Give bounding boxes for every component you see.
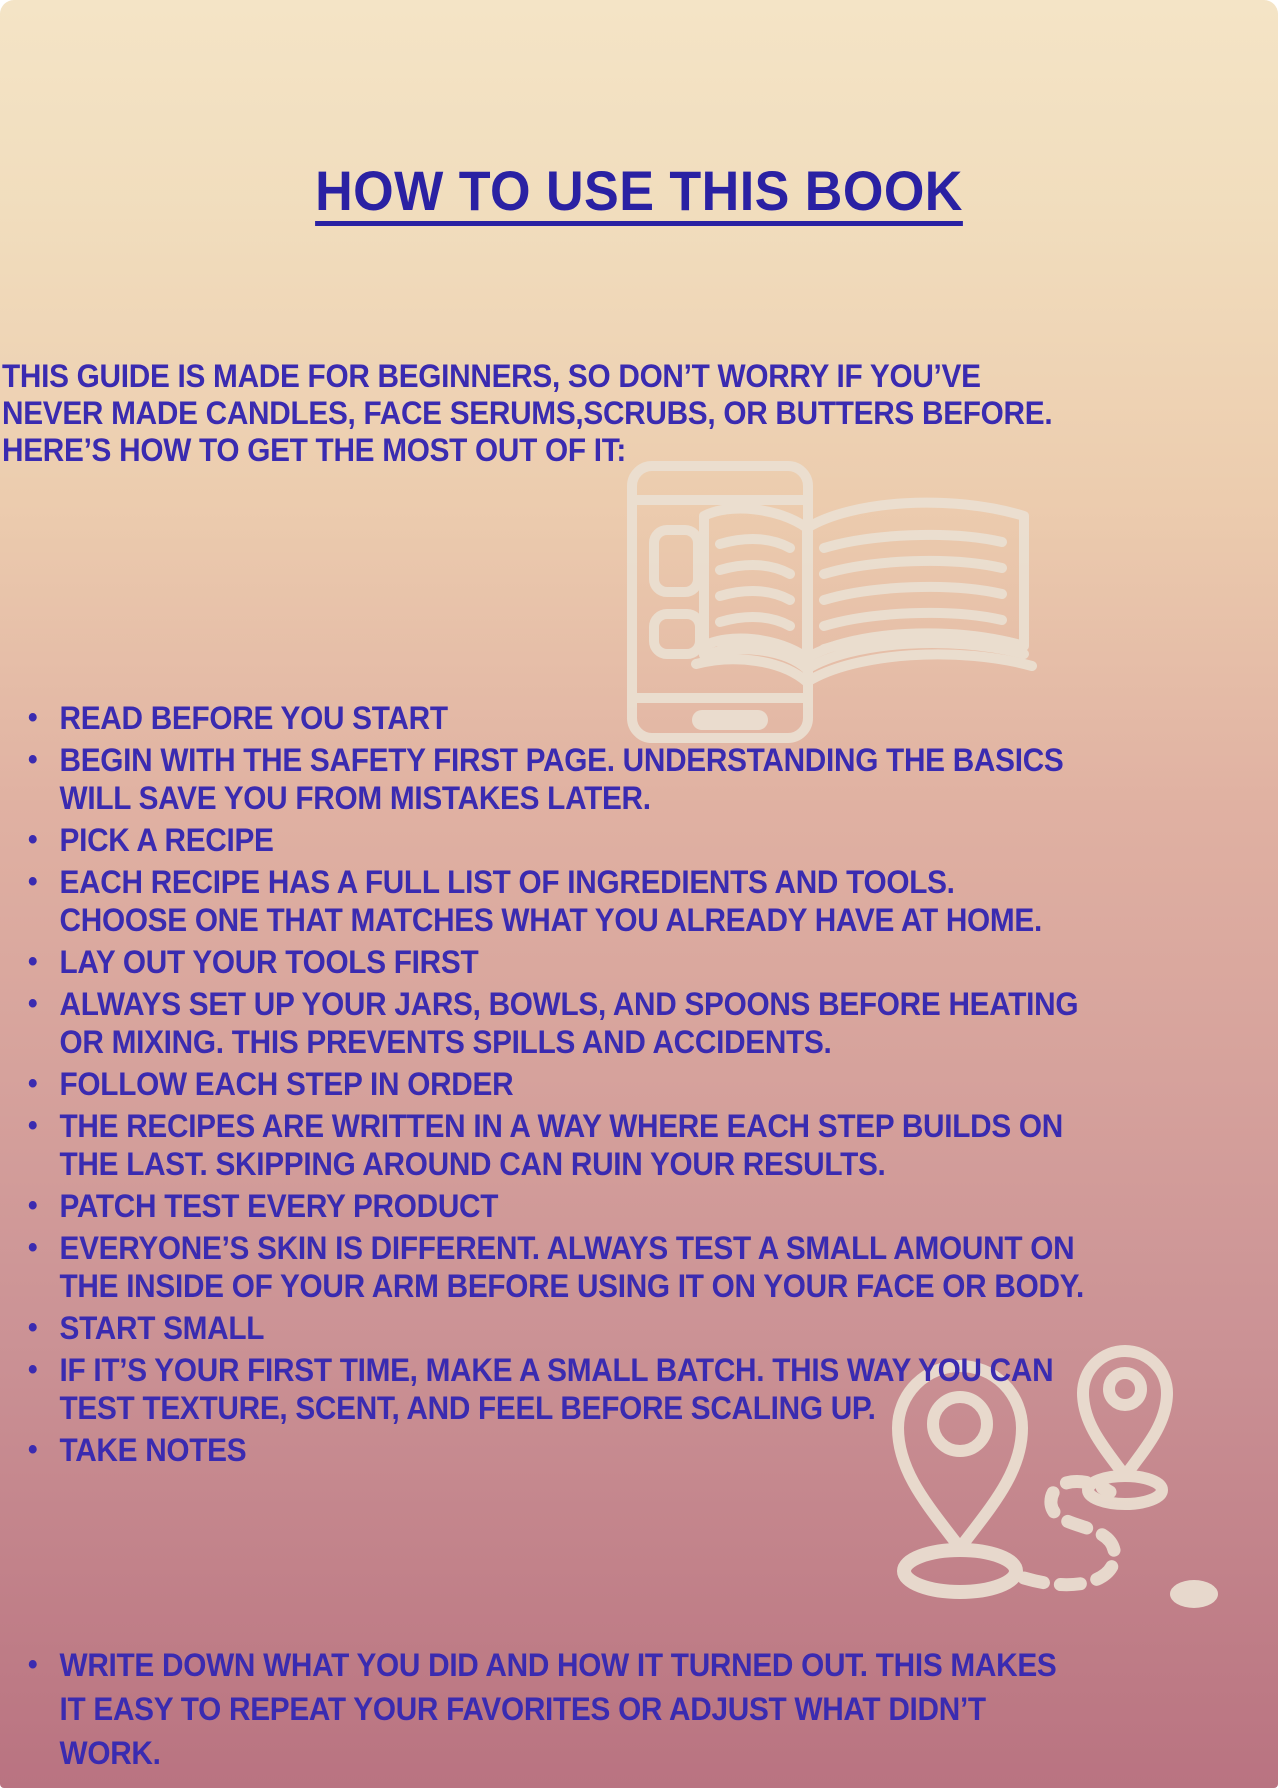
instruction-list [0, 699, 1084, 1779]
list-item: • START SMALL [60, 1309, 1084, 1347]
intro-line: HERE’S HOW TO GET THE MOST OUT OF IT: [2, 432, 627, 468]
list-item: • IF IT’S YOUR FIRST TIME, MAKE A SMALL BATCH. THIS WAY YOU CAN TEST TEXTURE, SCENT, AND FEEL BEFORE SCALING UP. [60, 1351, 1084, 1427]
list-item: • READ BEFORE YOU START [60, 699, 1084, 737]
list-item: • EACH RECIPE HAS A FULL LIST OF INGREDIENTS AND TOOLS. CHOOSE ONE THAT MATCHES WHAT YOU ALREADY HAVE AT HOME. [60, 863, 1084, 939]
list-item: • FOLLOW EACH STEP IN ORDER [60, 1065, 1084, 1103]
list-item: • THE RECIPES ARE WRITTEN IN A WAY WHERE EACH STEP BUILDS ON THE LAST. SKIPPING AROUND CAN RUIN YOUR RESULTS. [60, 1107, 1084, 1183]
intro-line: THIS GUIDE IS MADE FOR BEGINNERS, SO DON’T WORRY IF YOU’VE [2, 358, 981, 394]
list-item: • BEGIN WITH THE SAFETY FIRST PAGE. UNDERSTANDING THE BASICS WILL SAVE YOU FROM MISTAKES LATER. [60, 741, 1084, 817]
list-item: • ALWAYS SET UP YOUR JARS, BOWLS, AND SPOONS BEFORE HEATING OR MIXING. THIS PREVENTS SPILLS AND ACCIDENTS. [60, 985, 1084, 1061]
intro-line: NEVER MADE CANDLES, FACE SERUMS,SCRUBS, OR BUTTERS BEFORE. [2, 395, 1053, 431]
list-item: • PICK A RECIPE [60, 821, 1084, 859]
list-item-closing: • WRITE DOWN WHAT YOU DID AND HOW IT TURNED OUT. THIS MAKES IT EASY TO REPEAT YOUR FAVORITES OR ADJUST WHAT DIDN’T WORK. [60, 1643, 1084, 1775]
list-item: • LAY OUT YOUR TOOLS FIRST [60, 943, 1084, 981]
list-item: • EVERYONE’S SKIN IS DIFFERENT. ALWAYS TEST A SMALL AMOUNT ON THE INSIDE OF YOUR ARM BEFORE USING IT ON YOUR FACE OR BODY. [60, 1229, 1084, 1305]
list-item: • PATCH TEST EVERY PRODUCT [60, 1187, 1084, 1225]
list-item: • TAKE NOTES [60, 1431, 1084, 1469]
page-title: HOW TO USE THIS BOOK [315, 159, 963, 222]
intro-paragraph [2, 358, 1052, 469]
